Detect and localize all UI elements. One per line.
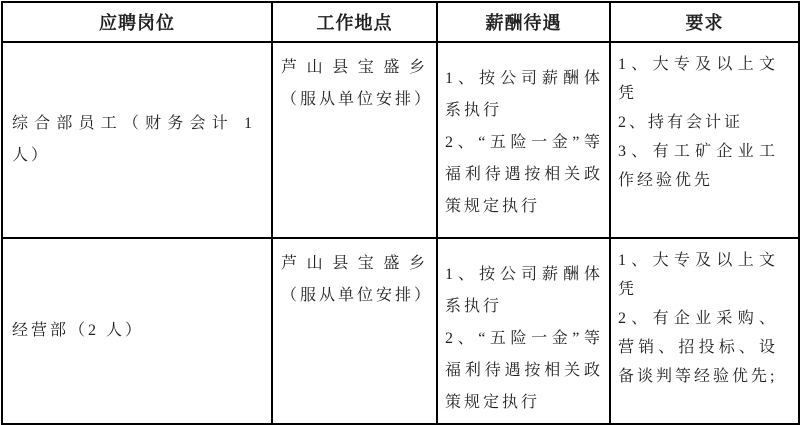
requirement-item: 3、有工矿企业工作经验优先 <box>618 143 778 189</box>
header-row <box>2 2 799 42</box>
salary-cell <box>437 42 610 238</box>
location-cell: 芦山县宝盛乡（服从单位安排） <box>272 238 437 424</box>
requirement-item: 1、大专及以上文凭 <box>618 56 778 102</box>
position-cell: 综合部员工（财务会计 1 人） <box>2 42 272 238</box>
requirements-cell <box>610 42 799 238</box>
salary-cell <box>437 238 610 424</box>
header-position: 应聘岗位 <box>2 2 272 42</box>
requirement-item: 2、有企业采购、营销、招投标、设备谈判等经验优先; <box>618 310 778 385</box>
salary-item: 2、“五险一金”等福利待遇按相关政策规定执行 <box>445 134 603 215</box>
recruitment-table <box>1 1 800 425</box>
salary-item: 1、按公司薪酬体系执行 <box>445 266 603 315</box>
table-row <box>2 238 799 424</box>
header-location: 工作地点 <box>272 2 437 42</box>
requirement-item: 2、持有会计证 <box>618 114 744 131</box>
salary-item: 2、“五险一金”等福利待遇按相关政策规定执行 <box>445 330 603 411</box>
header-salary: 薪酬待遇 <box>437 2 610 42</box>
requirements-cell <box>610 238 799 424</box>
position-cell: 经营部（2 人） <box>2 238 272 424</box>
requirement-item: 1、大专及以上文凭 <box>618 252 778 298</box>
header-requirements: 要求 <box>610 2 799 42</box>
salary-item: 1、按公司薪酬体系执行 <box>445 70 603 119</box>
location-cell: 芦山县宝盛乡（服从单位安排） <box>272 42 437 238</box>
table-row <box>2 42 799 238</box>
